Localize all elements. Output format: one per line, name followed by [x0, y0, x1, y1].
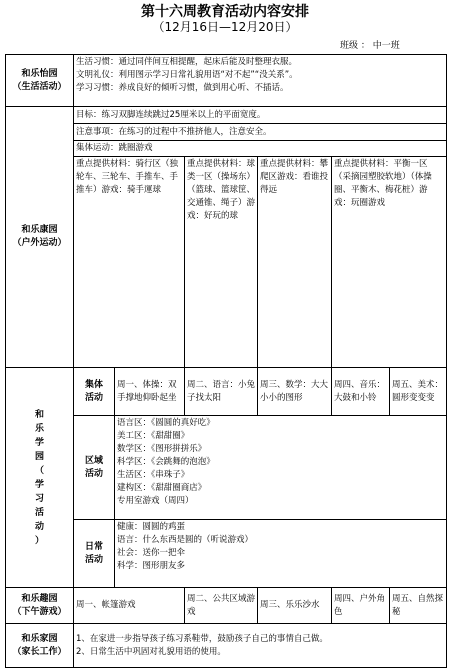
collective-day-cell: 周二、语言：小兔子找太阳 — [185, 368, 258, 416]
daily-line: 健康：圆圆的鸡蛋 — [117, 522, 186, 532]
games-day-cell: 周五、自然探秘 — [390, 588, 447, 624]
life-line: 学习习惯：养成良好的倾听习惯，做到用心听、不插话。 — [76, 83, 289, 93]
life-line: 文明礼仪：利用图示学习日常礼貌用语“对不起”“没关系”。 — [76, 70, 298, 80]
outdoor-goal-row — [6, 107, 447, 124]
outdoor-material-cell: 重点提供材料：攀爬区游戏：看谁投得远 — [258, 157, 332, 368]
collective-day-cell: 周五、美术：圆形变变变 — [390, 368, 447, 416]
daily-activity-content — [115, 520, 447, 588]
life-section-label: 和乐怡园 （生活活动） — [6, 55, 74, 107]
games-day-cell: 周一、帐篷游戏 — [74, 588, 185, 624]
games-day-cell: 周二、公共区域游戏 — [185, 588, 258, 624]
daily-line: 语言：什么东西是圆的（听说游戏） — [117, 535, 254, 545]
games-day-cell: 周四、户外角色 — [332, 588, 390, 624]
outdoor-notice: 注意事项：在练习的过程中不推挤他人，注意安全。 — [74, 124, 447, 141]
page-subtitle: （12月16日—12月20日） — [152, 20, 298, 34]
area-line: 生活区：《串珠子》 — [117, 470, 190, 480]
area-line: 语言区：《圆圆的真好吃》 — [117, 418, 215, 428]
home-content — [74, 624, 447, 668]
collective-activity-label: 集体 活动 — [74, 368, 115, 416]
collective-day-cell: 周一、体操：双手撑地仰卧起坐 — [115, 368, 185, 416]
learning-collective-row — [6, 368, 447, 416]
area-line: 专用室游戏（周四） — [117, 496, 194, 506]
home-section-label: 和乐家园 （家长工作） — [6, 624, 74, 668]
daily-line: 科学：图形朋友多 — [117, 561, 186, 571]
class-label: 班级 ： 中一班 — [340, 41, 400, 51]
outdoor-material-cell: 重点提供材料：球类一区（操场东）（篮球、篮球筐、交通锥、绳子）游戏：好玩的球 — [185, 157, 258, 368]
outdoor-section-label: 和乐康园 （户外运动） — [6, 107, 74, 368]
area-activity-label: 区域 活动 — [74, 416, 115, 520]
outdoor-material-cell: 重点提供材料：骑行区（独轮车、三轮车、手推车、手推车）游戏：骑手運球 — [74, 157, 185, 368]
learning-section-label: 和 乐 学 园 （ 学 习 活 动 ） — [6, 368, 74, 588]
schedule-table — [5, 54, 447, 668]
life-line: 生活习惯：通过同伴间互相提醒，起床后能及时整理衣服。 — [76, 57, 298, 67]
home-row — [6, 624, 447, 668]
daily-activity-label: 日常 活动 — [74, 520, 115, 588]
outdoor-goal: 目标：练习双脚连续跳过25厘米以上的平面宽度。 — [74, 107, 447, 124]
life-content — [74, 55, 447, 107]
games-row — [6, 588, 447, 624]
home-line: 2、日常生活中巩固对礼貌用语的使用。 — [76, 646, 226, 657]
home-line: 1、在家进一步指导孩子练习系鞋带，鼓励孩子自己的事情自己做。 — [76, 633, 328, 644]
area-line: 美工区：《甜甜圈》 — [117, 431, 190, 441]
collective-day-cell: 周四、音乐：大鼓和小铃 — [332, 368, 390, 416]
area-line: 数学区：《图形拼拼乐》 — [117, 444, 207, 454]
page-title: 第十六周教育活动内容安排 — [141, 4, 309, 20]
daily-line: 社会：送你一把伞 — [117, 548, 186, 558]
collective-day-cell: 周三、数学：大大小小的图形 — [258, 368, 332, 416]
games-section-label: 和乐趣园 （下午游戏） — [6, 588, 74, 624]
outdoor-collective: 集体运动：跳圈游戏 — [74, 141, 447, 157]
area-line: 科学区：《会跳舞的泡泡》 — [117, 457, 215, 467]
area-line: 建构区：《甜甜圈商店》 — [117, 483, 207, 493]
outdoor-material-cell: 重点提供材料：平衡一区（采摘园塑胶软地）（体操圈、平衡木、梅花桩）游戏：玩圈游戏 — [332, 157, 447, 368]
games-day-cell: 周三、乐乐沙水 — [258, 588, 332, 624]
life-row — [6, 55, 447, 107]
area-activity-content — [115, 416, 447, 520]
